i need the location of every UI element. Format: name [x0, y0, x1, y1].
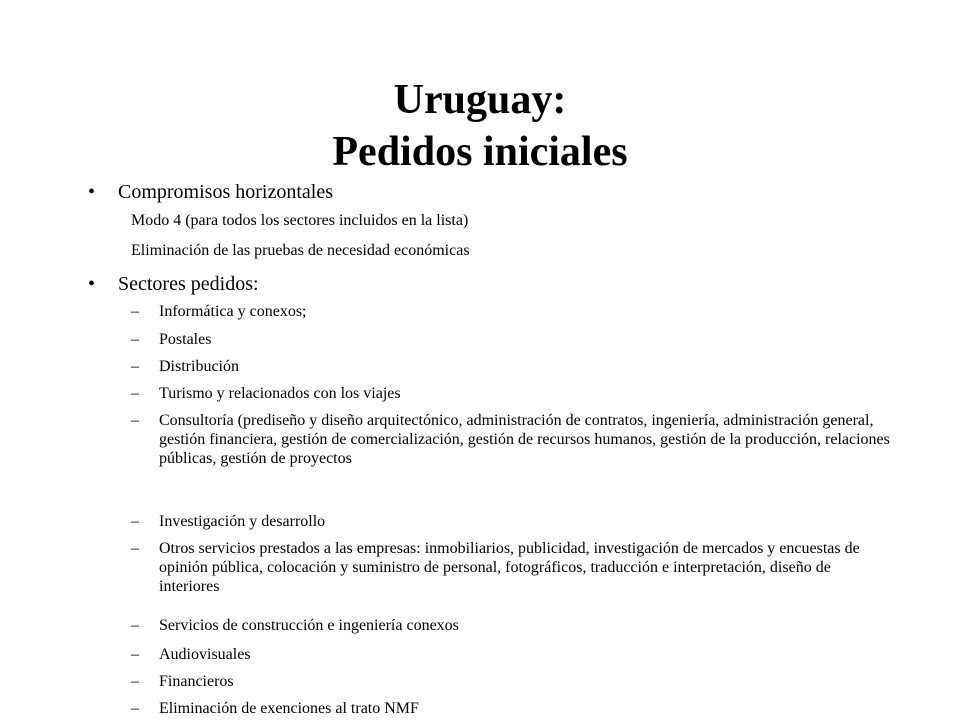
dash-marker: – — [131, 412, 139, 429]
sector-item-text: Postales — [159, 331, 212, 348]
sector-item-exenciones-nmf — [131, 699, 891, 718]
sector-item-text: Eliminación de exenciones al trato NMF — [159, 700, 419, 717]
sector-item-text: Audiovisuales — [159, 646, 251, 663]
sector-item-text: Financieros — [159, 673, 234, 690]
horizontal-item-economic-needs: Eliminación de las pruebas de necesidad económicas — [131, 242, 470, 259]
bullet-marker: • — [88, 181, 96, 203]
sector-item-informatica — [131, 302, 891, 321]
sector-item-text: Investigación y desarrollo — [159, 513, 326, 530]
sector-item-text: Informática y conexos; — [159, 303, 307, 320]
dash-marker: – — [131, 673, 139, 690]
dash-marker: – — [131, 540, 139, 557]
title-line-2: Pedidos iniciales — [332, 129, 628, 175]
sector-item-otros-servicios — [131, 539, 891, 596]
sector-item-text: Consultoría (prediseño y diseño arquitectónico, administración de contratos, ingeniería, administración general, gestión financiera, gestión de comercialización, gestión de recursos humanos, gestión de la producción, relaciones públicas, gestión de proyectos — [159, 412, 890, 467]
dash-marker: – — [131, 358, 139, 375]
dash-marker: – — [131, 303, 139, 320]
slide-title — [0, 74, 960, 178]
bullet-heading-sectors: Sectores pedidos: — [118, 273, 259, 295]
sector-item-text: Turismo y relacionados con los viajes — [159, 385, 401, 402]
dash-marker: – — [131, 513, 139, 530]
sector-item-construccion — [131, 616, 891, 635]
dash-marker: – — [131, 617, 139, 634]
sector-item-distribucion — [131, 357, 891, 376]
sector-item-text: Distribución — [159, 358, 239, 375]
bullet-marker: • — [88, 273, 96, 295]
horizontal-item-mode4: Modo 4 (para todos los sectores incluidos en la lista) — [131, 212, 469, 229]
sector-item-turismo — [131, 384, 891, 403]
dash-marker: – — [131, 700, 139, 717]
dash-marker: – — [131, 385, 139, 402]
dash-marker: – — [131, 331, 139, 348]
sector-item-audiovisuales — [131, 645, 891, 664]
sector-item-investigacion — [131, 512, 891, 531]
sector-item-postales — [131, 330, 891, 349]
bullet-heading-horizontal: Compromisos horizontales — [118, 181, 333, 203]
sector-item-text: Otros servicios prestados a las empresas: inmobiliarios, publicidad, investigación de mercados y encuestas de opinión pública, colocación y suministro de personal, fotográficos, traducción e interpretación, diseño de interiores — [159, 540, 860, 595]
sector-item-text: Servicios de construcción e ingeniería conexos — [159, 617, 459, 634]
sector-item-financieros — [131, 672, 891, 691]
title-line-1: Uruguay: — [393, 77, 567, 123]
sector-item-consultoria — [131, 411, 891, 468]
dash-marker: – — [131, 646, 139, 663]
